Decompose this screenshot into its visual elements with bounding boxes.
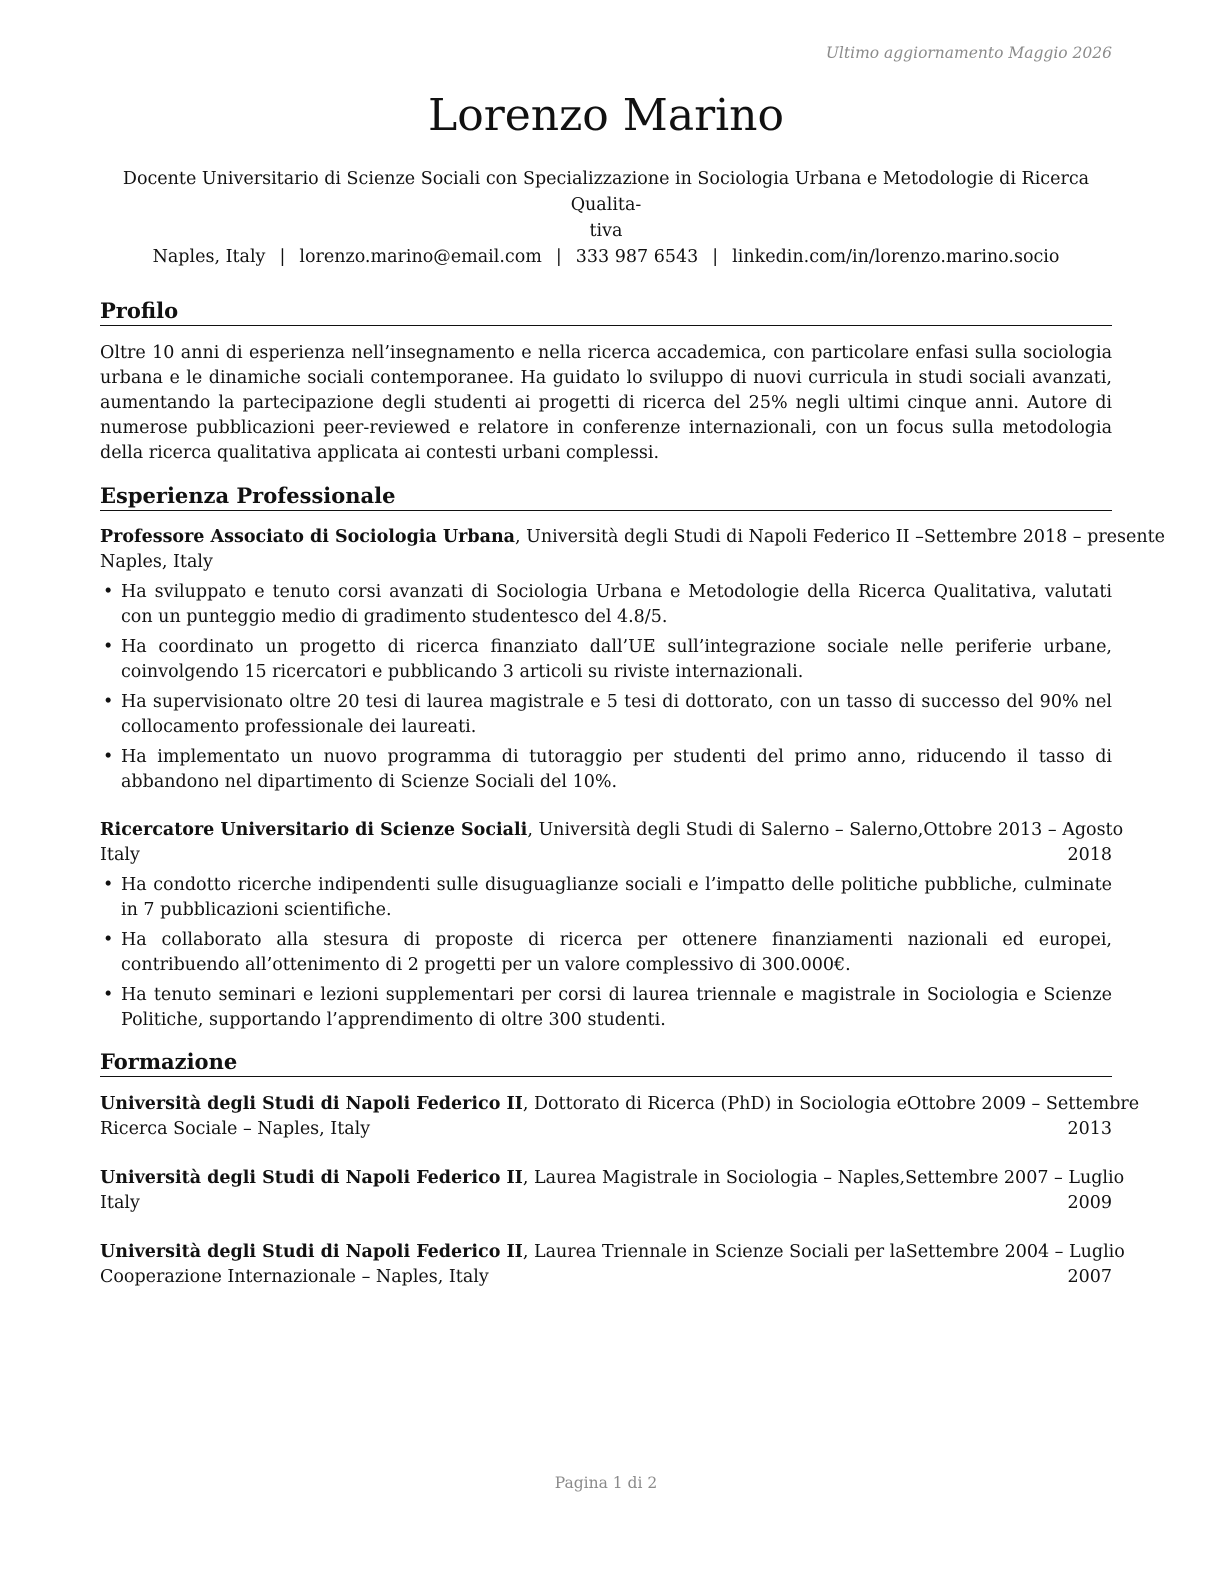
bullet-glyph: • (103, 875, 114, 895)
degree-continued: Italy (100, 1193, 140, 1213)
list-item (100, 690, 1112, 740)
contact-location: Naples, Italy (152, 247, 266, 267)
degree: , Laurea Triennale in Scienze Sociali per la (522, 1242, 906, 1262)
bullet-text: Ha coordinato un progetto di ricerca finanziato dall’UE sull’integrazione sociale nelle periferie urbane, coinvolgendo 15 ricercatori e pubblicando 3 articoli su riviste internazionali. (121, 637, 1112, 682)
page-number: Pagina 1 di 2 (554, 1474, 658, 1492)
contact-linkedin[interactable]: linkedin.com/in/lorenzo.marino.socio (732, 247, 1060, 267)
experience-entry-header (100, 525, 1166, 575)
education-entry (100, 1240, 1125, 1290)
education-entry (100, 1092, 1140, 1142)
education-dates-end: 2007 (1067, 1267, 1112, 1287)
bullet-glyph: • (103, 985, 114, 1005)
degree: , Laurea Magistrale in Sociologia – Naples, (522, 1168, 906, 1188)
job-location: Naples, Italy (100, 552, 213, 572)
section-title-profile: Profilo (100, 297, 1112, 326)
bullet-glyph: • (103, 747, 114, 767)
profile-text: Oltre 10 anni di esperienza nell’insegnamento e nella ricerca accademica, con particolare enfasi sulla sociologia urbana e le dinamiche sociali contemporanee. Ha guidato lo sviluppo di nuovi curricula in studi sociali avanzati, aumentando la partecipazione degli studenti ai progetti di ricerca del 25% negli ultimi cinque anni. Autore di numerose pubblicazioni peer-reviewed e relatore in conferenze internazionali, con un focus sulla metodologia della ricerca qualitativa applicata ai contesti urbani complessi. (100, 343, 1112, 463)
bullet-text: Ha tenuto seminari e lezioni supplementari per corsi di laurea triennale e magistrale in Sociologia e Scienze Politiche, supportando l’apprendimento di oltre 300 studenti. (121, 985, 1112, 1030)
bullet-glyph: • (103, 582, 114, 602)
bullet-text: Ha implementato un nuovo programma di tutoraggio per studenti del primo anno, riducendo il tasso di abbandono nel dipartimento di Scienze Sociali del 10%. (121, 747, 1112, 792)
education-dates-end: 2009 (1067, 1193, 1112, 1213)
bullet-glyph: • (103, 930, 114, 950)
candidate-name: Lorenzo Marino (428, 90, 784, 141)
list-item (100, 873, 1112, 923)
experience-bullets (100, 580, 1112, 800)
contact-email[interactable]: lorenzo.marino@email.com (299, 247, 542, 267)
bullet-glyph: • (103, 637, 114, 657)
degree: , Dottorato di Ricerca (PhD) in Sociologia e (522, 1094, 907, 1114)
list-item (100, 983, 1112, 1033)
job-dates-end: 2018 (1067, 845, 1112, 865)
experience-bullets (100, 873, 1112, 1038)
list-item (100, 928, 1112, 978)
school-name: Università degli Studi di Napoli Federico II (100, 1242, 523, 1262)
job-organization: , Università degli Studi di Napoli Federico II – (515, 527, 924, 547)
school-name: Università degli Studi di Napoli Federico II (100, 1168, 523, 1188)
contact-bar (100, 244, 1112, 270)
bullet-text: Ha condotto ricerche indipendenti sulle disuguaglianze sociali e l’impatto delle politiche pubbliche, culminate in 7 pubblicazioni scientifiche. (121, 875, 1112, 920)
bullet-text: Ha collaborato alla stesura di proposte di ricerca per ottenere finanziamenti nazionali ed europei, contribuendo all’ottenimento di 2 progetti per un valore complessivo di 300.000€. (121, 930, 1112, 975)
resume-page (100, 0, 1166, 1584)
list-item (100, 580, 1112, 630)
job-title: Ricercatore Universitario di Scienze Sociali (100, 820, 528, 840)
education-dates: Ottobre 2009 – Settembre (907, 1094, 1140, 1114)
headline-line: Docente Universitario di Scienze Sociali con Specializzazione in Sociologia Urbana e Metodologie di Ricerca Qualita- (122, 169, 1090, 215)
degree-continued: Ricerca Sociale – Naples, Italy (100, 1119, 371, 1139)
section-title-experience: Esperienza Professionale (100, 482, 1112, 511)
bullet-glyph: • (103, 692, 114, 712)
section-title-education: Formazione (100, 1048, 1112, 1077)
bullet-text: Ha sviluppato e tenuto corsi avanzati di Sociologia Urbana e Metodologie della Ricerca Qualitativa, valutati con un punteggio medio di gradimento studentesco del 4.8/5. (121, 582, 1112, 627)
list-item (100, 635, 1112, 685)
job-dates: Ottobre 2013 – Agosto (923, 820, 1124, 840)
job-dates: Settembre 2018 – presente (923, 527, 1166, 547)
last-updated: Ultimo aggiornamento Maggio 2026 (825, 44, 1112, 62)
school-name: Università degli Studi di Napoli Federico II (100, 1094, 523, 1114)
experience-entry-header (100, 818, 1124, 868)
education-dates: Settembre 2004 – Luglio (905, 1242, 1125, 1262)
contact-separator: | (712, 247, 719, 267)
job-organization: , Università degli Studi di Salerno – Salerno, (527, 820, 924, 840)
education-dates: Settembre 2007 – Luglio (905, 1168, 1125, 1188)
headline (100, 166, 1112, 244)
list-item (100, 745, 1112, 795)
contact-phone: 333 987 6543 (575, 247, 699, 267)
job-title: Professore Associato di Sociologia Urbana (100, 527, 516, 547)
contact-separator: | (555, 247, 562, 267)
contact-separator: | (279, 247, 286, 267)
headline-line: tiva (589, 221, 623, 241)
job-location: Italy (100, 845, 140, 865)
degree-continued: Cooperazione Internazionale – Naples, Italy (100, 1267, 489, 1287)
education-dates-end: 2013 (1067, 1119, 1112, 1139)
education-entry (100, 1166, 1125, 1216)
bullet-text: Ha supervisionato oltre 20 tesi di laurea magistrale e 5 tesi di dottorato, con un tasso di successo del 90% nel collocamento professionale dei laureati. (121, 692, 1112, 737)
